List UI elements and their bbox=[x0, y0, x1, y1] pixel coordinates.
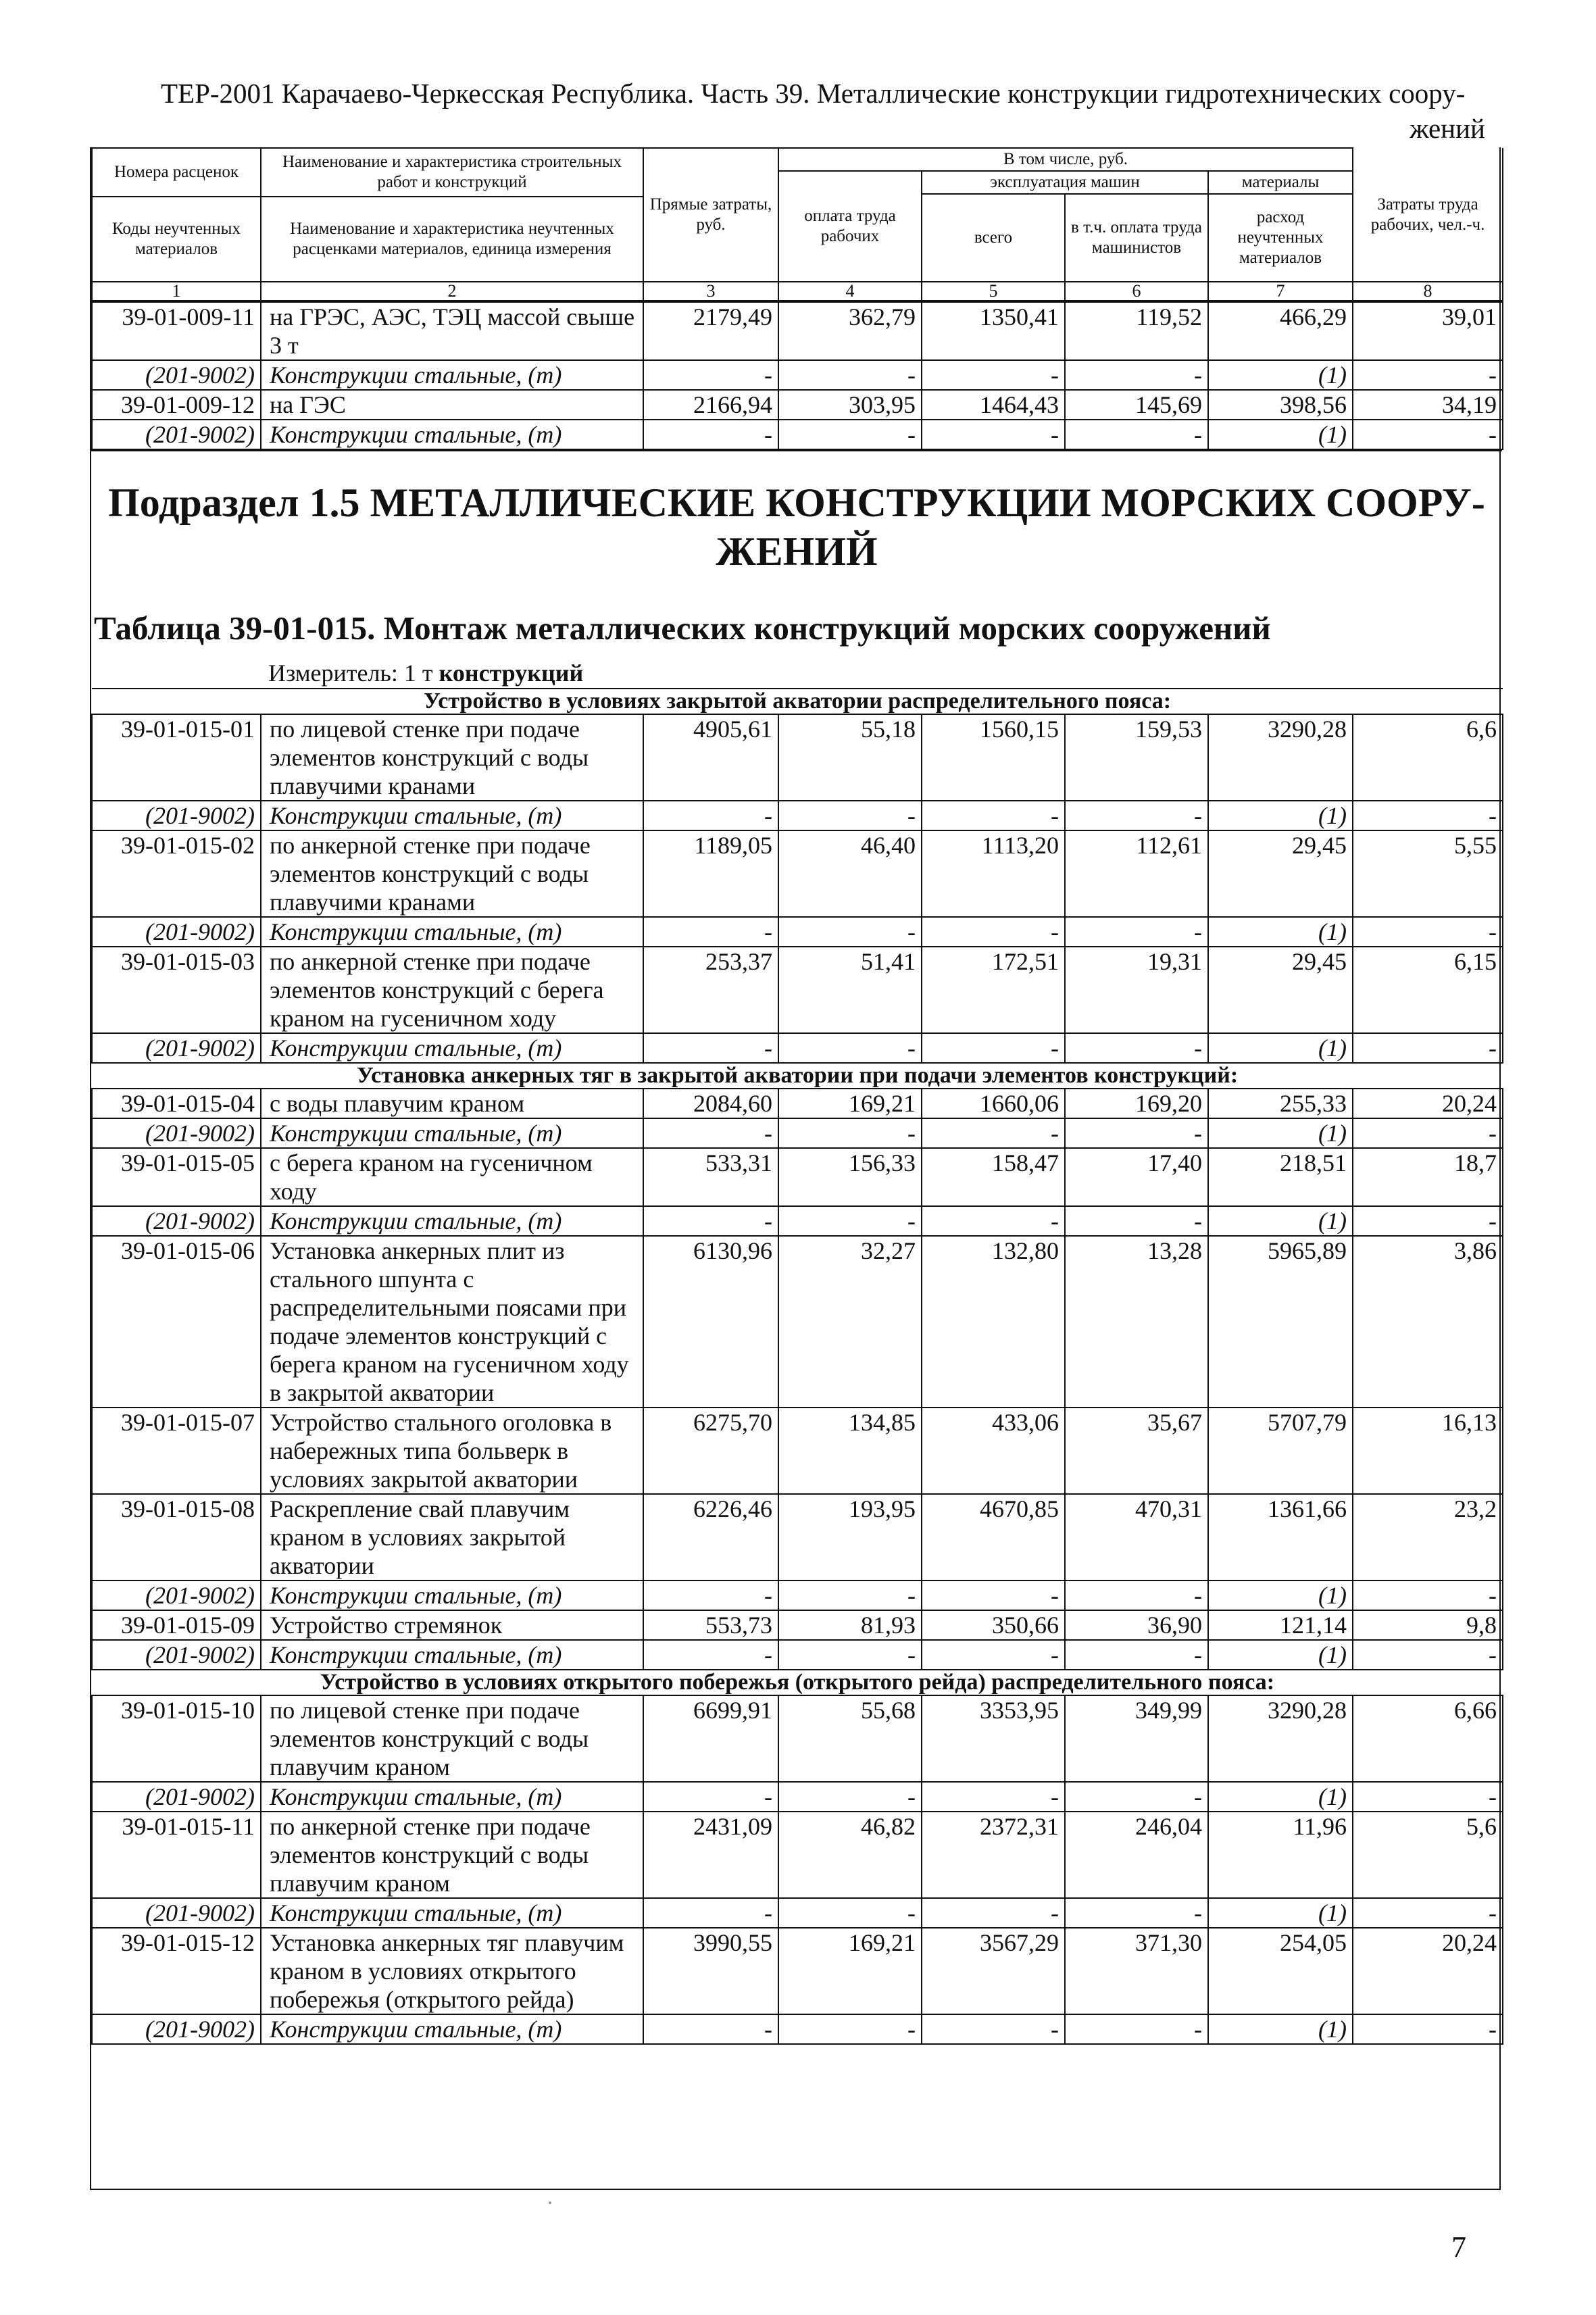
rate-row bbox=[92, 390, 1503, 420]
rate-value: 32,27 bbox=[778, 1236, 922, 1408]
rate-value: 81,93 bbox=[778, 1610, 922, 1640]
material-name: Конструкции стальные, (т) bbox=[261, 1580, 643, 1610]
rate-value: 1560,15 bbox=[922, 714, 1065, 801]
header-direct-costs: Прямые затраты, руб. bbox=[643, 148, 778, 282]
rate-value: 55,68 bbox=[778, 1695, 922, 1782]
material-value: - bbox=[1353, 1118, 1503, 1148]
rate-name: Установка анкерных тяг плавучим краном в условиях открытого побережья (открытого рейда) bbox=[261, 1928, 643, 2014]
rate-row bbox=[92, 1812, 1503, 1898]
material-row bbox=[92, 2014, 1503, 2044]
material-value: - bbox=[643, 1118, 778, 1148]
rate-value: 134,85 bbox=[778, 1408, 922, 1494]
rate-name: по анкерной стенке при подаче элементов конструкций с берега краном на гусеничном ходу bbox=[261, 947, 643, 1033]
material-value: - bbox=[922, 420, 1065, 449]
measure-unit bbox=[91, 658, 1502, 688]
material-value: - bbox=[1065, 1580, 1208, 1610]
rate-name: по лицевой стенке при подаче элементов конструкций с воды плавучими кранами bbox=[261, 714, 643, 801]
rate-value: 5707,79 bbox=[1208, 1408, 1353, 1494]
rate-value: 36,90 bbox=[1065, 1610, 1208, 1640]
material-value: - bbox=[1065, 801, 1208, 830]
material-value: - bbox=[643, 1033, 778, 1063]
rate-value: 218,51 bbox=[1208, 1148, 1353, 1206]
material-code: (201-9002) bbox=[92, 1118, 261, 1148]
material-code: (201-9002) bbox=[92, 1640, 261, 1670]
rate-row bbox=[92, 302, 1503, 360]
material-value: (1) bbox=[1208, 801, 1353, 830]
rate-value: 193,95 bbox=[778, 1494, 922, 1580]
material-value: - bbox=[922, 2014, 1065, 2044]
col-number: 8 bbox=[1353, 282, 1503, 301]
rates-table bbox=[91, 688, 1503, 2045]
material-name: Конструкции стальные, (т) bbox=[261, 1033, 643, 1063]
rate-value: 3353,95 bbox=[922, 1695, 1065, 1782]
material-value: - bbox=[643, 420, 778, 449]
material-value: (1) bbox=[1208, 2014, 1353, 2044]
rate-name: на ГЭС bbox=[261, 390, 643, 420]
material-value: - bbox=[922, 1206, 1065, 1236]
material-value: - bbox=[1065, 420, 1208, 449]
material-name: Конструкции стальные, (т) bbox=[261, 917, 643, 947]
header-labor-costs: Затраты труда рабочих, чел.-ч. bbox=[1353, 148, 1503, 282]
rate-value: 246,04 bbox=[1065, 1812, 1208, 1898]
material-code: (201-9002) bbox=[92, 801, 261, 830]
material-value: - bbox=[643, 1640, 778, 1670]
rate-value: 46,40 bbox=[778, 830, 922, 917]
material-name: Конструкции стальные, (т) bbox=[261, 360, 643, 390]
material-row bbox=[92, 1033, 1503, 1063]
material-value: - bbox=[1353, 420, 1503, 449]
material-value: - bbox=[922, 1898, 1065, 1928]
rate-value: 23,2 bbox=[1353, 1494, 1503, 1580]
header-materials-use: расход неучтенных материалов bbox=[1208, 194, 1353, 282]
header-including: В том числе, руб. bbox=[778, 148, 1353, 171]
material-value: - bbox=[1353, 1898, 1503, 1928]
material-value: - bbox=[1065, 1206, 1208, 1236]
rate-value: 20,24 bbox=[1353, 1928, 1503, 2014]
material-row bbox=[92, 1640, 1503, 1670]
rate-value: 35,67 bbox=[1065, 1408, 1208, 1494]
material-row bbox=[92, 1580, 1503, 1610]
material-code: (201-9002) bbox=[92, 360, 261, 390]
table-title: Таблица 39-01-015. Монтаж металлических конструкций морских сооружений bbox=[94, 609, 1271, 647]
material-value: - bbox=[778, 420, 922, 449]
rate-code: 39-01-009-12 bbox=[92, 390, 261, 420]
rate-value: 2431,09 bbox=[643, 1812, 778, 1898]
material-value: - bbox=[922, 1118, 1065, 1148]
rate-code: 39-01-015-02 bbox=[92, 830, 261, 917]
material-value: - bbox=[643, 1580, 778, 1610]
rate-value: 3990,55 bbox=[643, 1928, 778, 2014]
material-value: (1) bbox=[1208, 1118, 1353, 1148]
rate-value: 158,47 bbox=[922, 1148, 1065, 1206]
rate-value: 433,06 bbox=[922, 1408, 1065, 1494]
table-frame bbox=[90, 147, 1501, 2190]
rate-code: 39-01-015-09 bbox=[92, 1610, 261, 1640]
rate-name: с воды плавучим краном bbox=[261, 1089, 643, 1118]
rate-code: 39-01-009-11 bbox=[92, 302, 261, 360]
col-number: 4 bbox=[778, 282, 922, 301]
material-value: (1) bbox=[1208, 1206, 1353, 1236]
material-name: Конструкции стальные, (т) bbox=[261, 1118, 643, 1148]
material-name: Конструкции стальные, (т) bbox=[261, 2014, 643, 2044]
material-value: - bbox=[1065, 1033, 1208, 1063]
rate-value: 6226,46 bbox=[643, 1494, 778, 1580]
header-material-name: Наименование и характеристика неучтенных расценками материалов, единица измерения bbox=[261, 197, 643, 282]
material-row bbox=[92, 420, 1503, 449]
header-wage: оплата труда рабочих bbox=[778, 171, 922, 282]
rate-value: 1350,41 bbox=[922, 302, 1065, 360]
rate-value: 253,37 bbox=[643, 947, 778, 1033]
rate-value: 3,86 bbox=[1353, 1236, 1503, 1408]
rate-value: 2084,60 bbox=[643, 1089, 778, 1118]
material-value: - bbox=[922, 801, 1065, 830]
rate-value: 11,96 bbox=[1208, 1812, 1353, 1898]
rate-value: 398,56 bbox=[1208, 390, 1353, 420]
rate-value: 132,80 bbox=[922, 1236, 1065, 1408]
rate-value: 533,31 bbox=[643, 1148, 778, 1206]
col-number: 6 bbox=[1065, 282, 1208, 301]
group-heading-row bbox=[92, 1063, 1503, 1089]
material-row bbox=[92, 1782, 1503, 1812]
rate-value: 156,33 bbox=[778, 1148, 922, 1206]
rate-name: Устройство стремянок bbox=[261, 1610, 643, 1640]
rate-row bbox=[92, 830, 1503, 917]
material-value: - bbox=[1353, 1206, 1503, 1236]
material-value: - bbox=[778, 1033, 922, 1063]
rate-value: 121,14 bbox=[1208, 1610, 1353, 1640]
material-row bbox=[92, 1118, 1503, 1148]
col-number: 1 bbox=[92, 282, 261, 301]
rate-value: 3290,28 bbox=[1208, 1695, 1353, 1782]
material-value: (1) bbox=[1208, 1033, 1353, 1063]
material-value: (1) bbox=[1208, 1580, 1353, 1610]
material-value: (1) bbox=[1208, 420, 1353, 449]
material-value: - bbox=[643, 360, 778, 390]
rate-value: 2166,94 bbox=[643, 390, 778, 420]
rate-code: 39-01-015-06 bbox=[92, 1236, 261, 1408]
material-value: - bbox=[778, 2014, 922, 2044]
rate-value: 470,31 bbox=[1065, 1494, 1208, 1580]
rate-value: 6,6 bbox=[1353, 714, 1503, 801]
material-value: - bbox=[778, 1782, 922, 1812]
rate-value: 16,13 bbox=[1353, 1408, 1503, 1494]
material-value: - bbox=[922, 1033, 1065, 1063]
rate-value: 5,55 bbox=[1353, 830, 1503, 917]
material-value: - bbox=[922, 1640, 1065, 1670]
scan-speck bbox=[549, 2201, 551, 2204]
rate-name: Устройство стального оголовка в набережных типа больверк в условиях закрытой акватории bbox=[261, 1408, 643, 1494]
rate-name: на ГРЭС, АЭС, ТЭЦ массой свыше 3 т bbox=[261, 302, 643, 360]
subsection-block bbox=[91, 450, 1502, 688]
material-value: - bbox=[1353, 2014, 1503, 2044]
material-name: Конструкции стальные, (т) bbox=[261, 420, 643, 449]
rate-code: 39-01-015-01 bbox=[92, 714, 261, 801]
column-header-table bbox=[91, 147, 1503, 301]
material-value: - bbox=[643, 917, 778, 947]
rate-row bbox=[92, 1494, 1503, 1580]
rate-row bbox=[92, 1089, 1503, 1118]
material-value: - bbox=[1353, 1033, 1503, 1063]
material-value: - bbox=[922, 360, 1065, 390]
rate-value: 3290,28 bbox=[1208, 714, 1353, 801]
material-code: (201-9002) bbox=[92, 1898, 261, 1928]
material-value: - bbox=[1353, 360, 1503, 390]
material-value: (1) bbox=[1208, 1640, 1353, 1670]
group-heading: Установка анкерных тяг в закрытой акватории при подачи элементов конструкций: bbox=[92, 1063, 1503, 1089]
rate-code: 39-01-015-05 bbox=[92, 1148, 261, 1206]
material-value: - bbox=[1065, 1782, 1208, 1812]
rate-name: Раскрепление свай плавучим краном в условиях закрытой акватории bbox=[261, 1494, 643, 1580]
rate-name: по анкерной стенке при подаче элементов конструкций с воды плавучим краном bbox=[261, 1812, 643, 1898]
subsection-title-line1: Подраздел 1.5 МЕТАЛЛИЧЕСКИЕ КОНСТРУКЦИИ МОРСКИХ СООРУ- bbox=[108, 480, 1485, 525]
header-rate-numbers: Номера расценок bbox=[92, 148, 261, 197]
material-value: (1) bbox=[1208, 360, 1353, 390]
rate-value: 1660,06 bbox=[922, 1089, 1065, 1118]
rate-value: 169,20 bbox=[1065, 1089, 1208, 1118]
material-row bbox=[92, 801, 1503, 830]
rate-value: 255,33 bbox=[1208, 1089, 1353, 1118]
material-row bbox=[92, 1206, 1503, 1236]
rate-row bbox=[92, 1148, 1503, 1206]
material-name: Конструкции стальные, (т) bbox=[261, 1640, 643, 1670]
material-value: - bbox=[643, 1782, 778, 1812]
rate-value: 254,05 bbox=[1208, 1928, 1353, 2014]
material-value: (1) bbox=[1208, 1782, 1353, 1812]
rate-value: 3567,29 bbox=[922, 1928, 1065, 2014]
material-value: - bbox=[1353, 1640, 1503, 1670]
rate-value: 34,19 bbox=[1353, 390, 1503, 420]
rate-row bbox=[92, 714, 1503, 801]
material-value: (1) bbox=[1208, 1898, 1353, 1928]
material-value: - bbox=[1065, 360, 1208, 390]
running-header-line1: ТЕР-2001 Карачаево-Черкесская Республика. Часть 39. Металлические конструкции гидротехнических соору- bbox=[161, 78, 1466, 109]
rate-value: 349,99 bbox=[1065, 1695, 1208, 1782]
rate-name: по анкерной стенке при подаче элементов конструкций с воды плавучими кранами bbox=[261, 830, 643, 917]
material-code: (201-9002) bbox=[92, 1782, 261, 1812]
rate-value: 5965,89 bbox=[1208, 1236, 1353, 1408]
rate-value: 9,8 bbox=[1353, 1610, 1503, 1640]
top-rates-table bbox=[91, 301, 1503, 450]
material-value: - bbox=[1065, 1898, 1208, 1928]
rate-value: 39,01 bbox=[1353, 302, 1503, 360]
material-name: Конструкции стальные, (т) bbox=[261, 801, 643, 830]
col-number: 5 bbox=[922, 282, 1065, 301]
material-value: - bbox=[1353, 917, 1503, 947]
material-row bbox=[92, 1898, 1503, 1928]
measure-unit-value: конструкций bbox=[439, 659, 584, 687]
rate-value: 13,28 bbox=[1065, 1236, 1208, 1408]
page-number: 7 bbox=[1451, 2231, 1466, 2264]
col-number: 2 bbox=[261, 282, 643, 301]
rate-value: 1361,66 bbox=[1208, 1494, 1353, 1580]
material-value: - bbox=[1065, 917, 1208, 947]
rate-value: 46,82 bbox=[778, 1812, 922, 1898]
col-number: 3 bbox=[643, 282, 778, 301]
material-value: - bbox=[643, 801, 778, 830]
material-value: - bbox=[778, 1206, 922, 1236]
material-value: - bbox=[643, 2014, 778, 2044]
subsection-title bbox=[91, 451, 1502, 576]
material-code: (201-9002) bbox=[92, 2014, 261, 2044]
rate-value: 19,31 bbox=[1065, 947, 1208, 1033]
material-value: - bbox=[1353, 801, 1503, 830]
rate-value: 55,18 bbox=[778, 714, 922, 801]
rate-value: 6130,96 bbox=[643, 1236, 778, 1408]
rate-value: 2372,31 bbox=[922, 1812, 1065, 1898]
material-value: - bbox=[1065, 2014, 1208, 2044]
running-header-line2: жений bbox=[1410, 113, 1485, 144]
rate-value: 172,51 bbox=[922, 947, 1065, 1033]
header-machines-total: всего bbox=[922, 194, 1065, 282]
rate-code: 39-01-015-03 bbox=[92, 947, 261, 1033]
rate-value: 553,73 bbox=[643, 1610, 778, 1640]
rate-code: 39-01-015-07 bbox=[92, 1408, 261, 1494]
rate-value: 29,45 bbox=[1208, 947, 1353, 1033]
header-materials: материалы bbox=[1208, 171, 1353, 194]
rate-value: 119,52 bbox=[1065, 302, 1208, 360]
material-name: Конструкции стальные, (т) bbox=[261, 1898, 643, 1928]
rate-value: 2179,49 bbox=[643, 302, 778, 360]
rate-value: 4905,61 bbox=[643, 714, 778, 801]
material-row bbox=[92, 360, 1503, 390]
rate-value: 159,53 bbox=[1065, 714, 1208, 801]
material-code: (201-9002) bbox=[92, 1206, 261, 1236]
rate-value: 1464,43 bbox=[922, 390, 1065, 420]
rate-code: 39-01-015-08 bbox=[92, 1494, 261, 1580]
rate-value: 6699,91 bbox=[643, 1695, 778, 1782]
rate-value: 350,66 bbox=[922, 1610, 1065, 1640]
rate-value: 169,21 bbox=[778, 1089, 922, 1118]
rate-value: 6275,70 bbox=[643, 1408, 778, 1494]
material-name: Конструкции стальные, (т) bbox=[261, 1782, 643, 1812]
rate-value: 1113,20 bbox=[922, 830, 1065, 917]
rate-code: 39-01-015-12 bbox=[92, 1928, 261, 2014]
rate-value: 1189,05 bbox=[643, 830, 778, 917]
rate-row bbox=[92, 1695, 1503, 1782]
rate-value: 371,30 bbox=[1065, 1928, 1208, 2014]
rate-row bbox=[92, 1236, 1503, 1408]
rate-value: 6,66 bbox=[1353, 1695, 1503, 1782]
rate-value: 466,29 bbox=[1208, 302, 1353, 360]
material-value: - bbox=[778, 1640, 922, 1670]
rate-value: 145,69 bbox=[1065, 390, 1208, 420]
material-value: - bbox=[922, 1782, 1065, 1812]
subsection-title-line2: ЖЕНИЙ bbox=[716, 529, 878, 574]
rate-value: 362,79 bbox=[778, 302, 922, 360]
running-header bbox=[161, 76, 1485, 146]
rate-code: 39-01-015-11 bbox=[92, 1812, 261, 1898]
material-code: (201-9002) bbox=[92, 917, 261, 947]
rate-value: 303,95 bbox=[778, 390, 922, 420]
group-heading-row bbox=[92, 689, 1503, 714]
material-value: - bbox=[778, 917, 922, 947]
group-heading-row bbox=[92, 1670, 1503, 1695]
col-number: 7 bbox=[1208, 282, 1353, 301]
material-row bbox=[92, 917, 1503, 947]
rate-code: 39-01-015-04 bbox=[92, 1089, 261, 1118]
rate-name: с берега краном на гусеничном ходу bbox=[261, 1148, 643, 1206]
material-value: - bbox=[922, 1580, 1065, 1610]
header-machines: эксплуатация машин bbox=[922, 171, 1208, 194]
material-value: - bbox=[778, 801, 922, 830]
material-value: - bbox=[1353, 1782, 1503, 1812]
rate-row bbox=[92, 1408, 1503, 1494]
material-name: Конструкции стальные, (т) bbox=[261, 1206, 643, 1236]
rate-name: Установка анкерных плит из стального шпунта с распределительными поясами при подаче элементов конструкций с берега краном на гусеничном ходу в закрытой акватории bbox=[261, 1236, 643, 1408]
rate-value: 51,41 bbox=[778, 947, 922, 1033]
rate-value: 4670,85 bbox=[922, 1494, 1065, 1580]
rate-value: 17,40 bbox=[1065, 1148, 1208, 1206]
rate-value: 20,24 bbox=[1353, 1089, 1503, 1118]
header-material-codes: Коды неучтенных материалов bbox=[92, 197, 261, 282]
material-code: (201-9002) bbox=[92, 420, 261, 449]
rate-value: 18,7 bbox=[1353, 1148, 1503, 1206]
material-value: - bbox=[922, 917, 1065, 947]
rate-row bbox=[92, 947, 1503, 1033]
rate-value: 112,61 bbox=[1065, 830, 1208, 917]
material-value: (1) bbox=[1208, 917, 1353, 947]
material-value: - bbox=[643, 1898, 778, 1928]
material-value: - bbox=[643, 1206, 778, 1236]
rate-name: по лицевой стенке при подаче элементов конструкций с воды плавучим краном bbox=[261, 1695, 643, 1782]
rate-row bbox=[92, 1928, 1503, 2014]
material-value: - bbox=[1065, 1640, 1208, 1670]
material-value: - bbox=[1353, 1580, 1503, 1610]
group-heading: Устройство в условиях закрытой акватории распределительного пояса: bbox=[92, 689, 1503, 714]
rate-code: 39-01-015-10 bbox=[92, 1695, 261, 1782]
material-code: (201-9002) bbox=[92, 1580, 261, 1610]
material-value: - bbox=[778, 360, 922, 390]
rate-value: 29,45 bbox=[1208, 830, 1353, 917]
header-machines-wage: в т.ч. оплата труда машинистов bbox=[1065, 194, 1208, 282]
measure-label: Измеритель: 1 т bbox=[268, 659, 433, 687]
rate-row bbox=[92, 1610, 1503, 1640]
material-code: (201-9002) bbox=[92, 1033, 261, 1063]
material-value: - bbox=[778, 1580, 922, 1610]
rate-value: 6,15 bbox=[1353, 947, 1503, 1033]
material-value: - bbox=[778, 1118, 922, 1148]
rate-value: 5,6 bbox=[1353, 1812, 1503, 1898]
group-heading: Устройство в условиях открытого побережья (открытого рейда) распределительного пояса: bbox=[92, 1670, 1503, 1695]
rate-value: 169,21 bbox=[778, 1928, 922, 2014]
material-value: - bbox=[778, 1898, 922, 1928]
header-work-name: Наименование и характеристика строительных работ и конструкций bbox=[261, 148, 643, 197]
material-value: - bbox=[1065, 1118, 1208, 1148]
